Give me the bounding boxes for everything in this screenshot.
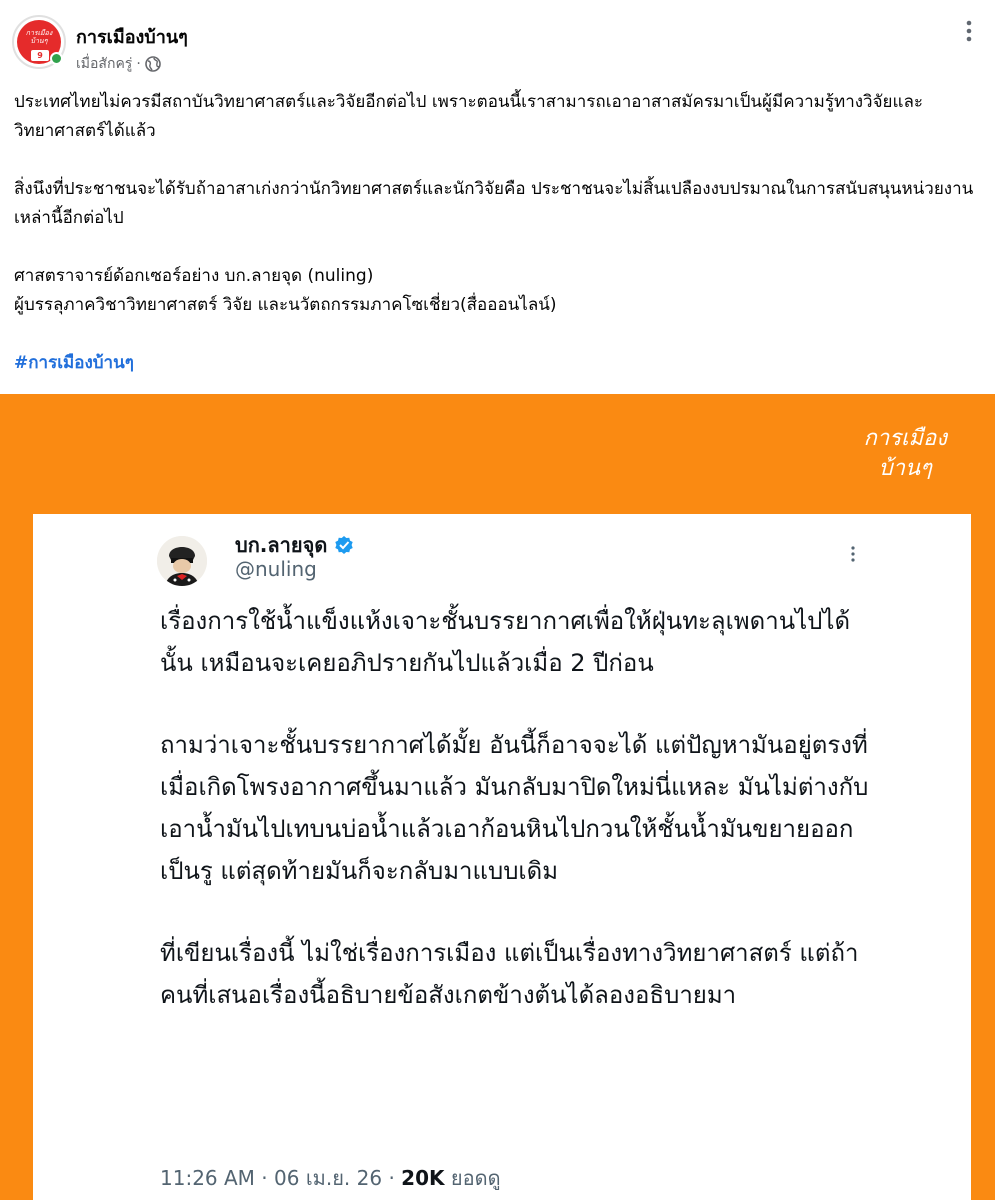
- tweet-more-icon: [843, 544, 863, 564]
- verified-badge-icon: [334, 535, 354, 555]
- tweet-name-text: บก.ลายจุด: [235, 533, 328, 557]
- post-text: [14, 88, 979, 378]
- avatar-logo-text: การเมือง บ้านๆ: [25, 29, 53, 45]
- tweet-paragraph-2: ถามว่าเจาะชั้นบรรยากาศได้มั้ย อันนี้ก็อาจจะได้ แต่ปัญหามันอยู่ตรงที่เมื่อเกิดโพรงอากาศขึ้นมาแล้ว มันกลับมาปิดใหม่นี่แหละ มันไม่ต่างกับเอาน้ำมันไปเทบนบ่อน้ำแล้วเอาก้อนหินไปกวนให้ชั้นน้ำมันขยายออกเป็นรู แต่สุดท้ายมันก็จะกลับมาแบบเดิม: [160, 731, 869, 885]
- avatar-logo-badge: 9: [31, 50, 49, 61]
- tweet-footer: [160, 1162, 501, 1194]
- post-image[interactable]: [0, 394, 995, 1200]
- tweet-date: 06 เม.ย. 26: [274, 1166, 383, 1190]
- meta-separator: ·: [136, 56, 141, 72]
- tweet-body: [160, 600, 880, 1056]
- post-paragraph-1: ประเทศไทยไม่ควรมีสถาบันวิทยาศาสตร์และวิจัยอีกต่อไป เพราะตอนนี้เราสามารถเอาอาสาสมัครมาเป็นผู้มีความรู้ทางวิจัยและวิทยาศาสตร์ได้แล้ว: [14, 92, 924, 141]
- tweet-time: 11:26 AM: [160, 1166, 255, 1190]
- tweet-dot-1: ·: [261, 1166, 268, 1190]
- tweet-paragraph-1: เรื่องการใช้น้ำแข็งแห้งเจาะชั้นบรรยากาศเพื่อให้ฝุ่นทะลุเพดานไปได้นั้น เหมือนจะเคยอภิปรายกันไปแล้วเมื่อ 2 ปีก่อน: [160, 607, 851, 677]
- brand-watermark: [864, 424, 947, 484]
- post-signature-line-2: ผู้บรรลุภาควิชาวิทยาศาสตร์ วิจัย และนวัตถกรรมภาคโซเชี่ยว(สื่อออนไลน์): [14, 295, 557, 315]
- tweet-handle: @nuling: [235, 557, 317, 581]
- page-name-link[interactable]: การเมืองบ้านๆ: [76, 27, 188, 48]
- tweet-views-count: 20K: [401, 1166, 445, 1190]
- online-status-dot: [50, 52, 63, 65]
- tweet-avatar: [157, 536, 207, 586]
- tweet-dot-2: ·: [388, 1166, 395, 1190]
- post-paragraph-2: สิ่งนึงที่ประชาชนจะได้รับถ้าอาสาเก่งกว่านักวิทยาศาสตร์และนักวิจัยคือ ประชาชนจะไม่สิ้นเปลืองงบปรมาณในการสนับสนุนหน่วยงานเหล่านี้อีกต่อไป: [14, 179, 974, 228]
- tweet-avatar-illustration: [157, 536, 207, 586]
- post-timestamp[interactable]: เมื่อสักครู่: [76, 56, 133, 72]
- brand-line-2: บ้านๆ: [878, 456, 932, 481]
- tweet-paragraph-3: ที่เขียนเรื่องนี้ ไม่ใช่เรื่องการเมือง แต่เป็นเรื่องทางวิทยาศาสตร์ แต่ถ้าคนที่เสนอเรื่องนี้อธิบายข้อสังเกตข้างต้นได้ลองอธิบายมา: [160, 939, 859, 1009]
- post-meta: [76, 53, 161, 75]
- hashtag-link[interactable]: #การเมืองบ้านๆ: [14, 353, 134, 373]
- more-options-icon[interactable]: [956, 18, 982, 44]
- globe-icon: [145, 56, 161, 72]
- brand-line-1: การเมือง: [863, 426, 947, 451]
- tweet-screenshot: [33, 514, 971, 1200]
- post-header: [0, 0, 995, 80]
- post-signature-line-1: ศาสตราจารย์ด้อกเซอร์อย่าง บก.ลายจุด (nuling): [14, 266, 374, 286]
- tweet-views-label: ยอดดู: [450, 1166, 501, 1190]
